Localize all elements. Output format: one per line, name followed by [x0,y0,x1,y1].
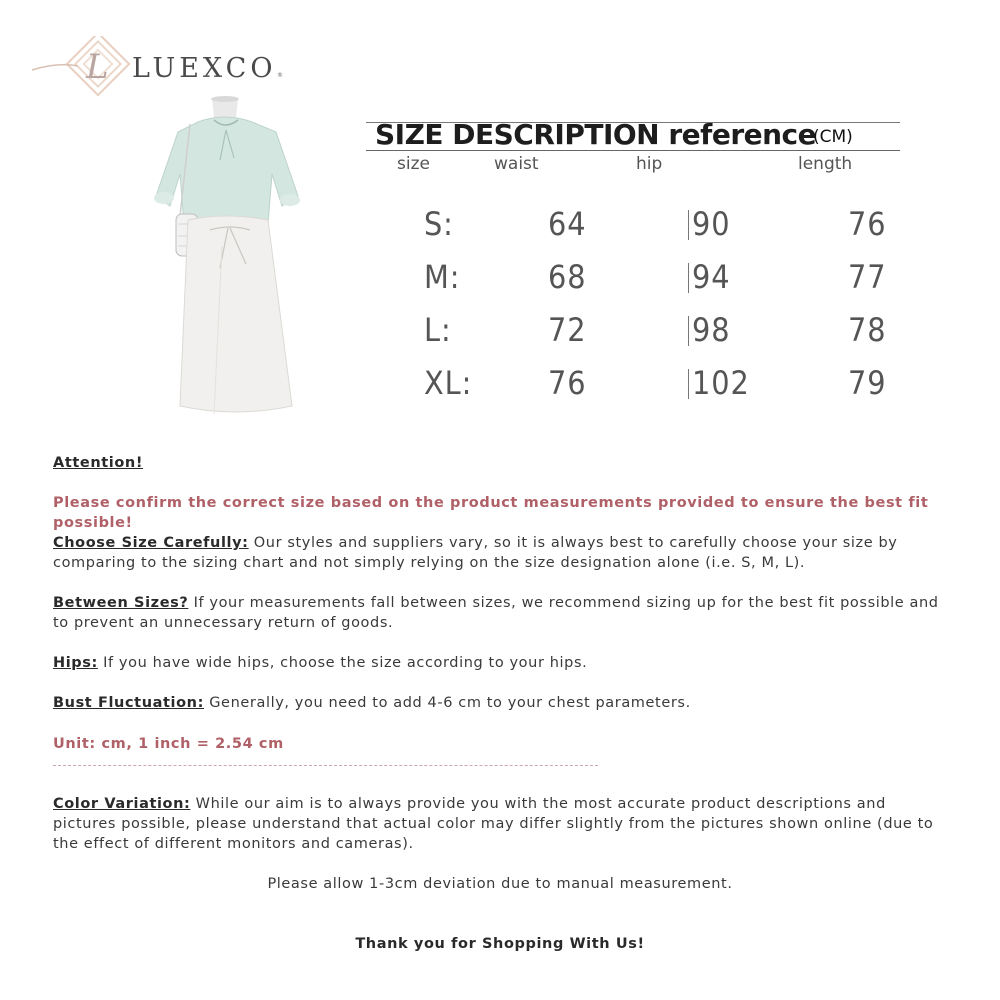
color-variation-text: While our aim is to always provide you with the most accurate product descriptions and pictures possible, please understand that actual color may differ slightly from the pictures shown online (due to the effect of different monitors and cameras). [53,796,934,852]
waist-cell: 68 [548,258,587,296]
attention-heading [53,453,953,473]
column-header-length: length [798,154,853,174]
hip-cell: 90 [692,205,731,243]
hip-divider [688,210,689,240]
hip-cell: 94 [692,258,731,296]
color-variation-paragraph [53,794,953,854]
hips-paragraph [53,653,953,673]
length-cell: 77 [848,258,887,296]
hip-divider [688,369,689,399]
column-header-hip: hip [636,154,663,174]
dotted-divider [53,765,598,766]
between-sizes-label: Between Sizes? [53,595,189,611]
brand-name: LUEXCO [132,53,277,84]
waist-cell: 72 [548,311,587,349]
attention-label: Attention! [53,455,144,471]
deviation-note: Please allow 1-3cm deviation due to manual measurement. [267,876,733,892]
hip-cell: 98 [692,311,731,349]
between-sizes-paragraph [53,593,953,633]
bust-text: Generally, you need to add 4-6 cm to your chest parameters. [204,695,691,711]
length-cell: 78 [848,311,887,349]
size-cell: S: [424,205,454,243]
hip-cell: 102 [692,364,750,402]
waist-cell: 64 [548,205,587,243]
size-cell: M: [424,258,461,296]
choose-size-text: Our styles and suppliers vary, so it is always best to carefully choose your size by comparing to the sizing chart and not simply relying on the size designation alone (i.e. S, M, L). [53,535,898,571]
unit-note: Unit: cm, 1 inch = 2.54 cm [53,736,284,752]
length-cell: 79 [848,364,887,402]
thank-you-note: Thank you for Shopping With Us! [355,936,645,952]
hips-text: If you have wide hips, choose the size according to your hips. [97,655,588,671]
choose-size-paragraph [53,533,953,573]
skirt [180,216,292,412]
bust-label: Bust Fluctuation: [53,695,205,711]
size-chart-title: SIZE DESCRIPTION reference [375,118,817,151]
product-image [150,96,325,426]
registered-mark: ® [277,72,283,79]
logo-diamond-icon [32,36,129,95]
length-cell: 76 [848,205,887,243]
waist-cell: 76 [548,364,587,402]
between-sizes-text: If your measurements fall between sizes, we recommend sizing up for the best fit possible and to prevent an unnecessary return of goods. [53,595,939,631]
size-cell: XL: [424,364,473,402]
hip-divider [688,316,689,346]
column-header-size: size [397,154,430,174]
logo-letter: L [86,47,109,87]
size-chart-unit: (CM) [813,127,853,147]
choose-size-label: Choose Size Carefully: [53,535,249,551]
confirm-size-note: Please confirm the correct size based on the product measurements provided to ensure the best fit possible! [53,495,929,531]
hips-label: Hips: [53,655,98,671]
size-cell: L: [424,311,452,349]
chart-title-rule-bottom [366,150,900,151]
column-header-waist: waist [494,154,539,174]
hip-divider [688,263,689,293]
bust-paragraph [53,693,953,713]
color-variation-label: Color Variation: [53,796,191,812]
